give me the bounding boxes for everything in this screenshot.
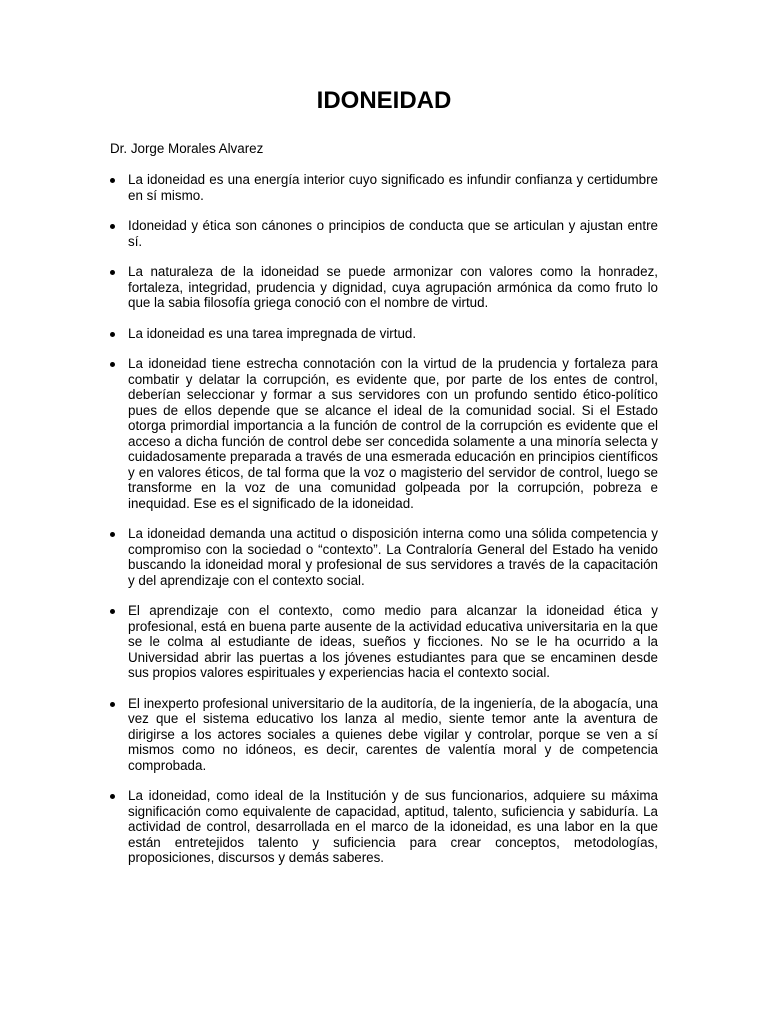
page-title: IDONEIDAD xyxy=(316,87,452,114)
bullet-item xyxy=(0,356,768,511)
bullet-item xyxy=(0,218,768,249)
bullet-dot-icon xyxy=(110,794,115,799)
bullet-item xyxy=(0,788,768,866)
bullet-item xyxy=(0,172,768,203)
bullet-text: El inexperto profesional universitario de la auditoría, de la ingeniería, de la abogacía, una vez que el sistema educativo los lanza al medio, siente temor ante la aventura de dirigirse a los actores sociales a quienes debe vigilar y controlar, porque se ven a sí mismos como no idóneos, es decir, carentes de valentía moral y de competencia comprobada. xyxy=(128,695,658,773)
bullet-item xyxy=(0,696,768,774)
bullet-text: El aprendizaje con el contexto, como medio para alcanzar la idoneidad ética y profesional, está en buena parte ausente de la actividad educativa universitaria en la que se le colma al estudiante de ideas, sueños y ficciones. No se le ha ocurrido a la Universidad abrir las puertas a los jóvenes estudiantes para que se encaminen desde sus propios valores espirituales y experiencias hacia el contexto social. xyxy=(128,603,658,680)
bullet-item xyxy=(0,526,768,588)
bullet-list xyxy=(0,172,768,881)
bullet-text: La idoneidad es una energía interior cuyo significado es infundir confianza y certidumbre en sí mismo. xyxy=(128,172,658,203)
bullet-dot-icon xyxy=(110,532,115,537)
bullet-text: La idoneidad es una tarea impregnada de virtud. xyxy=(128,325,417,341)
bullet-dot-icon xyxy=(110,332,115,337)
bullet-text: La idoneidad tiene estrecha connotación con la virtud de la prudencia y fortaleza para combatir y delatar la corrupción, es evidente que, por parte de los entes de control, deberían seleccionar y formar a sus servidores con un profundo sentido ético-político pues de ellos depende que se alcance el ideal de la comunidad social. Si el Estado otorga primordial importancia a la función de control de la corrupción es evidente que el acceso a dicha función de control debe ser concedida solamente a una minoría selecta y cuidadosamente preparada a través de una esmerada educación en principios científicos y en valores éticos, de tal forma que la voz o magisterio del servidor de control, luego se transforme en la voz de una comunidad golpeada por la corrupción, pobreza e inequidad. Ese es el significado de la idoneidad. xyxy=(128,356,658,511)
bullet-text: La naturaleza de la idoneidad se puede armonizar con valores como la honradez, fortaleza, integridad, prudencia y dignidad, cuya agrupación armónica da como fruto lo que la sabia filosofía griega conoció con el nombre de virtud. xyxy=(128,264,658,310)
bullet-item xyxy=(0,603,768,681)
bullet-item xyxy=(0,326,768,342)
bullet-dot-icon xyxy=(110,178,115,183)
bullet-dot-icon xyxy=(110,362,115,367)
bullet-dot-icon xyxy=(110,224,115,229)
bullet-text: La idoneidad demanda una actitud o disposición interna como una sólida competencia y compromiso con la sociedad o “contexto”. La Contraloría General del Estado ha venido buscando la idoneidad moral y profesional de sus servidores a través de la capacitación y del aprendizaje con el contexto social. xyxy=(128,526,658,588)
bullet-dot-icon xyxy=(110,270,115,275)
author-name: Dr. Jorge Morales Alvarez xyxy=(110,141,264,156)
bullet-item xyxy=(0,264,768,311)
bullet-dot-icon xyxy=(110,702,115,707)
bullet-dot-icon xyxy=(110,609,115,614)
bullet-text: La idoneidad, como ideal de la Institución y de sus funcionarios, adquiere su máxima significación como equivalente de capacidad, aptitud, talento, suficiencia y sabiduría. La actividad de control, desarrollada en el marco de la idoneidad, es una labor en la que están entretejidos talento y suficiencia para crear conceptos, metodologías, proposiciones, discursos y demás saberes. xyxy=(128,788,658,865)
bullet-text: Idoneidad y ética son cánones o principios de conducta que se articulan y ajustan entre sí. xyxy=(128,218,658,249)
